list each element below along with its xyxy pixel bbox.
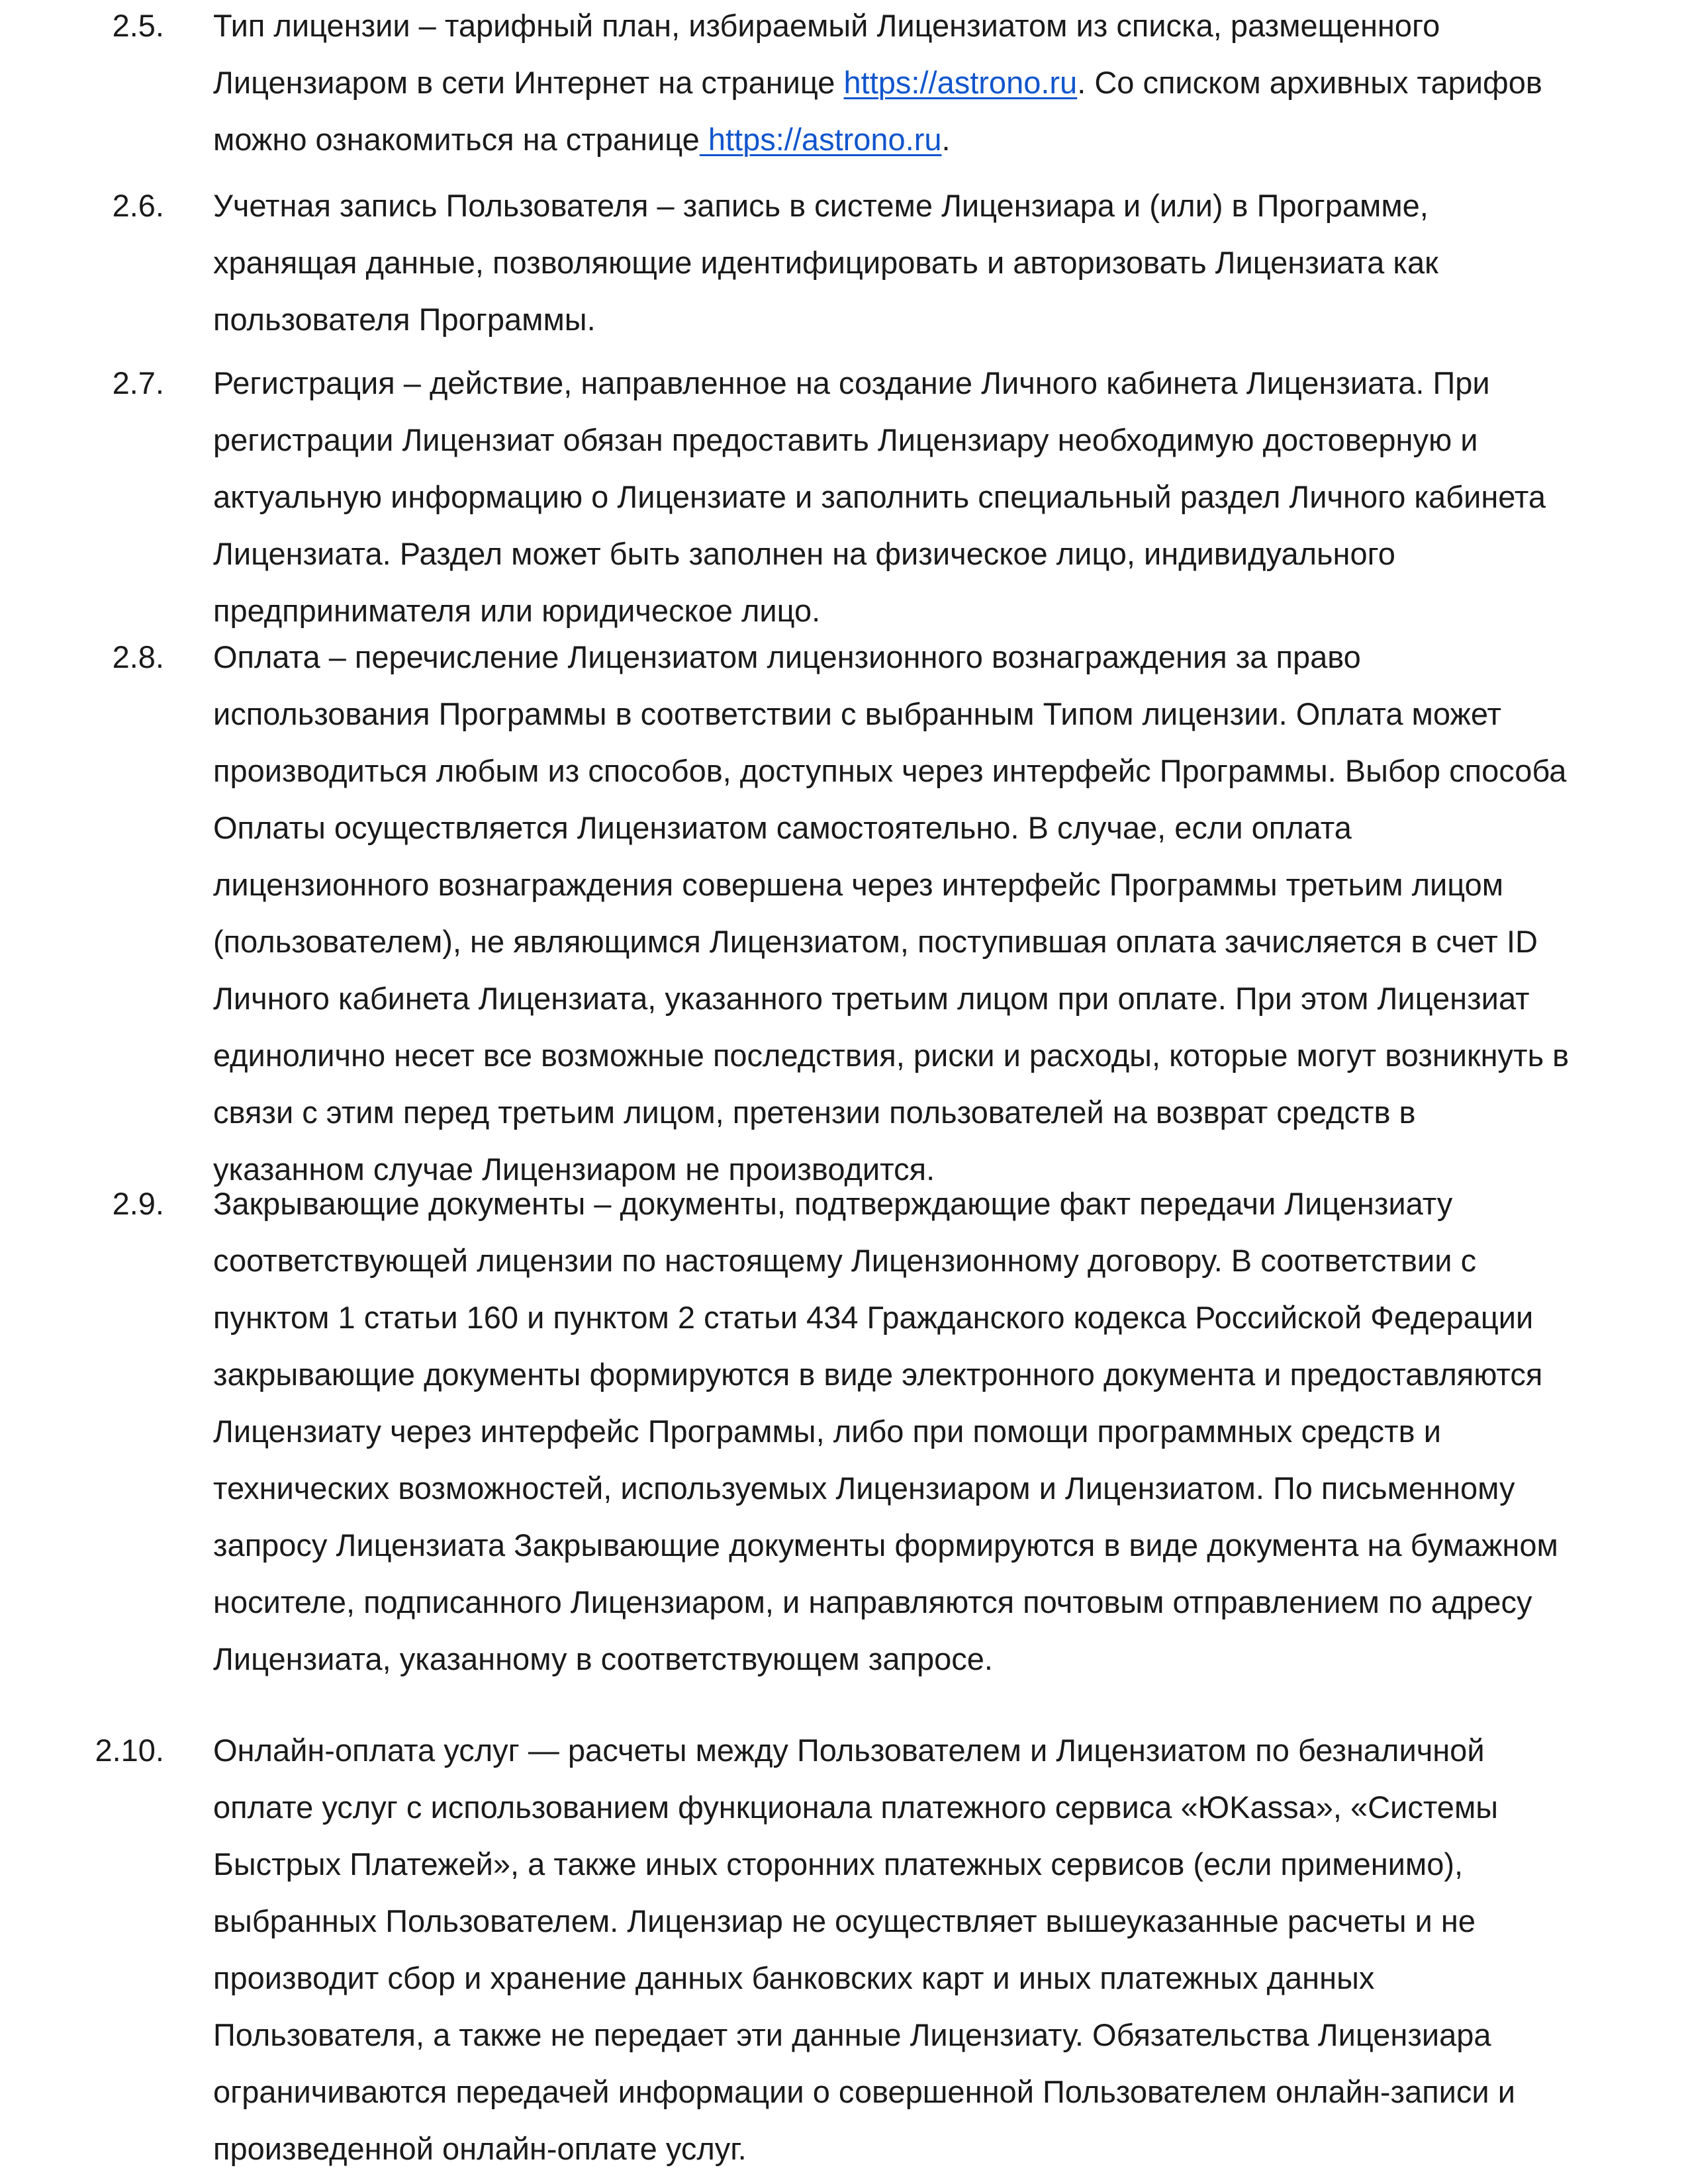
text-segment: регистрации Лицензиат обязан предоставить Лицензиару необходимую достоверную и bbox=[213, 422, 1478, 457]
text-line bbox=[213, 856, 1663, 913]
clause-number: 2.7. bbox=[112, 365, 164, 400]
text-segment: Пользователя, а также не передает эти данные Лицензиату. Обязательства Лицензиара bbox=[213, 2017, 1491, 2052]
text-segment: предпринимателя или юридическое лицо. bbox=[213, 593, 821, 628]
clause-item bbox=[0, 629, 1688, 1198]
text-line bbox=[213, 1893, 1663, 1950]
text-line bbox=[213, 2064, 1663, 2120]
text-segment: указанном случае Лицензиаром не производится. bbox=[213, 1152, 935, 1187]
text-line bbox=[213, 1779, 1663, 1836]
text-line bbox=[213, 1232, 1663, 1289]
text-segment: лицензионного вознаграждения совершена через интерфейс Программы третьим лицом bbox=[213, 867, 1504, 902]
text-segment: Личного кабинета Лицензиата, указанного третьим лицом при оплате. При этом Лицензиат bbox=[213, 981, 1530, 1016]
text-segment: Оплаты осуществляется Лицензиатом самостоятельно. В случае, если оплата bbox=[213, 810, 1352, 845]
text-segment: Быстрых Платежей», а также иных сторонних платежных сервисов (если применимо), bbox=[213, 1846, 1464, 1882]
clause-text bbox=[213, 177, 1663, 348]
text-segment: Онлайн-оплата услуг — расчеты между Пользователем и Лицензиатом по безналичной bbox=[213, 1733, 1485, 1768]
text-line bbox=[213, 1722, 1663, 1779]
text-line bbox=[213, 469, 1663, 525]
text-line bbox=[213, 1346, 1663, 1403]
clause-number: 2.10. bbox=[95, 1733, 164, 1768]
text-line bbox=[213, 970, 1663, 1027]
text-segment: актуальную информацию о Лицензиате и заполнить специальный раздел Личного кабинета bbox=[213, 479, 1546, 514]
text-segment: связи с этим перед третьим лицом, претензии пользователей на возврат средств в bbox=[213, 1095, 1416, 1130]
clause-text bbox=[213, 629, 1663, 1198]
text-line bbox=[213, 1460, 1663, 1517]
text-segment: . Со списком архивных тарифов bbox=[1077, 65, 1542, 100]
text-segment: единолично несет все возможные последствия, риски и расходы, которые могут возникнуть в bbox=[213, 1038, 1570, 1073]
text-line bbox=[213, 111, 1663, 168]
text-line bbox=[213, 291, 1663, 348]
text-line bbox=[213, 1403, 1663, 1460]
text-line bbox=[213, 629, 1663, 686]
text-line bbox=[213, 1175, 1663, 1232]
text-segment: носителе, подписанного Лицензиаром, и направляются почтовым отправлением по адресу bbox=[213, 1584, 1532, 1619]
text-line bbox=[213, 54, 1663, 111]
text-line bbox=[213, 412, 1663, 469]
text-segment: использования Программы в соответствии с выбранным Типом лицензии. Оплата может bbox=[213, 696, 1502, 731]
clause-number: 2.5. bbox=[112, 8, 164, 43]
text-segment: закрывающие документы формируются в виде электронного документа и предоставляются bbox=[213, 1357, 1543, 1392]
text-line bbox=[213, 2007, 1663, 2064]
text-segment: Регистрация – действие, направленное на создание Личного кабинета Лицензиата. При bbox=[213, 365, 1490, 400]
text-segment: пользователя Программы. bbox=[213, 302, 596, 337]
clause-item bbox=[0, 355, 1688, 639]
text-line bbox=[213, 686, 1663, 743]
text-segment: Лицензиату через интерфейс Программы, либо при помощи программных средств и bbox=[213, 1414, 1441, 1449]
text-line bbox=[213, 1027, 1663, 1084]
text-line bbox=[213, 2120, 1663, 2177]
text-line bbox=[213, 1574, 1663, 1631]
clause-item bbox=[0, 1722, 1688, 2177]
astrono-link[interactable]: https://astrono.ru bbox=[699, 122, 942, 157]
text-line bbox=[213, 1950, 1663, 2007]
text-segment: Тип лицензии – тарифный план, избираемый Лицензиатом из списка, размещенного bbox=[213, 8, 1440, 43]
text-line bbox=[213, 1517, 1663, 1574]
text-line bbox=[213, 234, 1663, 291]
text-segment: . bbox=[941, 122, 951, 157]
text-segment: Лицензиата. Раздел может быть заполнен на физическое лицо, индивидуального bbox=[213, 536, 1395, 571]
text-segment: Учетная запись Пользователя – запись в системе Лицензиара и (или) в Программе, bbox=[213, 188, 1429, 223]
text-segment: Закрывающие документы – документы, подтверждающие факт передачи Лицензиату bbox=[213, 1186, 1453, 1221]
text-line bbox=[213, 0, 1663, 54]
text-segment: Лицензиата, указанному в соответствующем запросе. bbox=[213, 1641, 993, 1676]
clause-item bbox=[0, 177, 1688, 348]
text-line bbox=[213, 525, 1663, 582]
text-line bbox=[213, 355, 1663, 412]
text-segment: ограничиваются передачей информации о совершенной Пользователем онлайн-записи и bbox=[213, 2074, 1516, 2109]
clause-text bbox=[213, 355, 1663, 639]
clause-text bbox=[213, 1722, 1663, 2177]
text-line bbox=[213, 1084, 1663, 1141]
text-segment: производиться любым из способов, доступных через интерфейс Программы. Выбор способа bbox=[213, 753, 1567, 788]
clause-item bbox=[0, 0, 1688, 168]
text-line bbox=[213, 1836, 1663, 1893]
text-line bbox=[213, 177, 1663, 234]
text-segment: выбранных Пользователем. Лицензиар не осуществляет вышеуказанные расчеты и не bbox=[213, 1903, 1476, 1938]
text-segment: производит сбор и хранение данных банковских карт и иных платежных данных bbox=[213, 1960, 1375, 1995]
text-segment: произведенной онлайн-оплате услуг. bbox=[213, 2131, 747, 2166]
text-line bbox=[213, 743, 1663, 799]
text-line bbox=[213, 913, 1663, 970]
text-segment: технических возможностей, используемых Лицензиаром и Лицензиатом. По письменному bbox=[213, 1471, 1515, 1506]
text-segment: Оплата – перечисление Лицензиатом лицензионного вознаграждения за право bbox=[213, 639, 1361, 674]
text-segment: оплате услуг с использованием функционала платежного сервиса «ЮKassa», «Системы bbox=[213, 1790, 1499, 1825]
text-segment: запросу Лицензиата Закрывающие документы формируются в виде документа на бумажном bbox=[213, 1527, 1558, 1563]
clause-number: 2.6. bbox=[112, 188, 164, 223]
clause-number: 2.8. bbox=[112, 639, 164, 674]
astrono-link[interactable]: https://astrono.ru bbox=[843, 65, 1078, 100]
text-segment: (пользователем), не являющимся Лицензиатом, поступившая оплата зачисляется в счет ID bbox=[213, 924, 1538, 959]
clause-number: 2.9. bbox=[112, 1186, 164, 1221]
text-segment: Лицензиаром в сети Интернет на странице bbox=[213, 65, 844, 100]
clause-text bbox=[213, 0, 1663, 168]
text-segment: хранящая данные, позволяющие идентифицировать и авторизовать Лицензиата как bbox=[213, 245, 1438, 280]
text-line bbox=[213, 1289, 1663, 1346]
text-segment: пунктом 1 статьи 160 и пунктом 2 статьи 434 Гражданского кодекса Российской Федерации bbox=[213, 1300, 1534, 1335]
text-segment: соответствующей лицензии по настоящему Лицензионному договору. В соответствии с bbox=[213, 1243, 1477, 1278]
clause-item bbox=[0, 1175, 1688, 1688]
text-line bbox=[213, 1631, 1663, 1688]
text-segment: можно ознакомиться на странице bbox=[213, 122, 700, 157]
clause-text bbox=[213, 1175, 1663, 1688]
text-line bbox=[213, 799, 1663, 856]
